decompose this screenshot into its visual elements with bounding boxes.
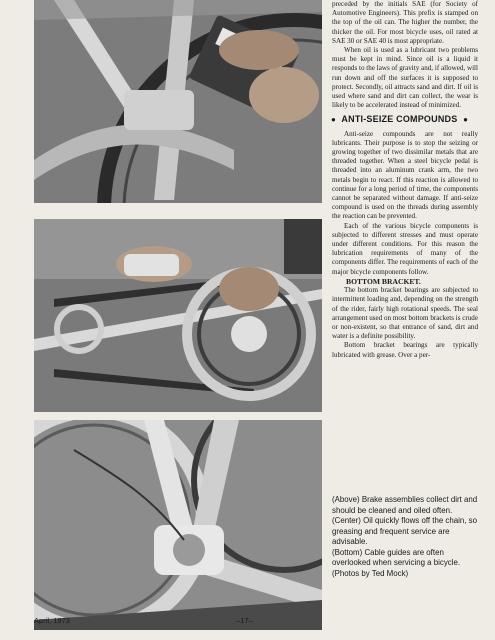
photo-chain-oiling [34, 219, 322, 412]
photo-brake-assembly [34, 0, 322, 203]
photo-captions [332, 495, 482, 579]
paragraph: Bottom bracket bearings are typically lubricated with grease. Over a per- [332, 341, 478, 359]
paragraph: The bottom bracket bearings are subjected to intermittent loading and, depending on the strength of the rider, fairly high rotational speeds. The seal arrangement used on most bottom brackets is crude or non-existent, so that entrance of sand, dirt and water is a definite possibility. [332, 286, 478, 341]
paragraph: Each of the various bicycle components is subjected to different stresses and must operate under different conditions. For this reason the lubrication requirements of many of the components differ. The requirements of each of the major bicycle components follow. [332, 221, 478, 276]
page-number: –17– [236, 616, 253, 625]
paragraph: When oil is used as a lubricant two problems must be kept in mind. Since oil is a liquid it responds to the laws of gravity and, if allowed, will run down and off the surfaces it is supposed to protect. Secondly, oil attracts sand and dirt. If oil is used where sand and dirt can collect, the wear is likely to be accelerated instead of minimized. [332, 46, 478, 110]
caption-center: (Center) Oil quickly flows off the chain, so greasing and frequent service are advisable. [332, 516, 478, 546]
photo-bottom-bracket [34, 420, 322, 630]
paragraph: preceded by the initials SAE (for Society of Automotive Engineers). This prefix is stamped on the top of the oil can. The higher the number, the thicker the oil. For most bicycle uses, oil rated at SAE 30 or SAE 40 is most appropriate. [332, 0, 478, 45]
footer-date: April, 1973 [34, 616, 70, 625]
paragraph: Anti-seize compounds are not really lubricants. Their purpose is to stop the seizing or growing together of two dissimilar metals that are threaded together. When a steel bicycle pedal is threaded into an aluminum crank arm, the two metals begin to react. If this reaction is allowed to continue for a long period of time, the components cannot be separated without damage. If anti-seize compound is used on the threads during assembly the reaction can be prevented. [332, 129, 478, 221]
section-heading [328, 115, 478, 124]
bullet-icon: ● [463, 115, 469, 125]
section-heading-text: ANTI-SEIZE COMPOUNDS [341, 114, 458, 125]
article-column [332, 0, 478, 360]
caption-bottom: (Bottom) Cable guides are often overlooked when servicing a bicycle. [332, 547, 461, 567]
photo-credit: (Photos by Ted Mock) [332, 568, 409, 578]
bullet-icon: ● [331, 115, 337, 125]
subheading: BOTTOM BRACKET. [346, 276, 421, 286]
caption-above: (Above) Brake assemblies collect dirt and should be cleaned and oiled often. [332, 495, 478, 515]
